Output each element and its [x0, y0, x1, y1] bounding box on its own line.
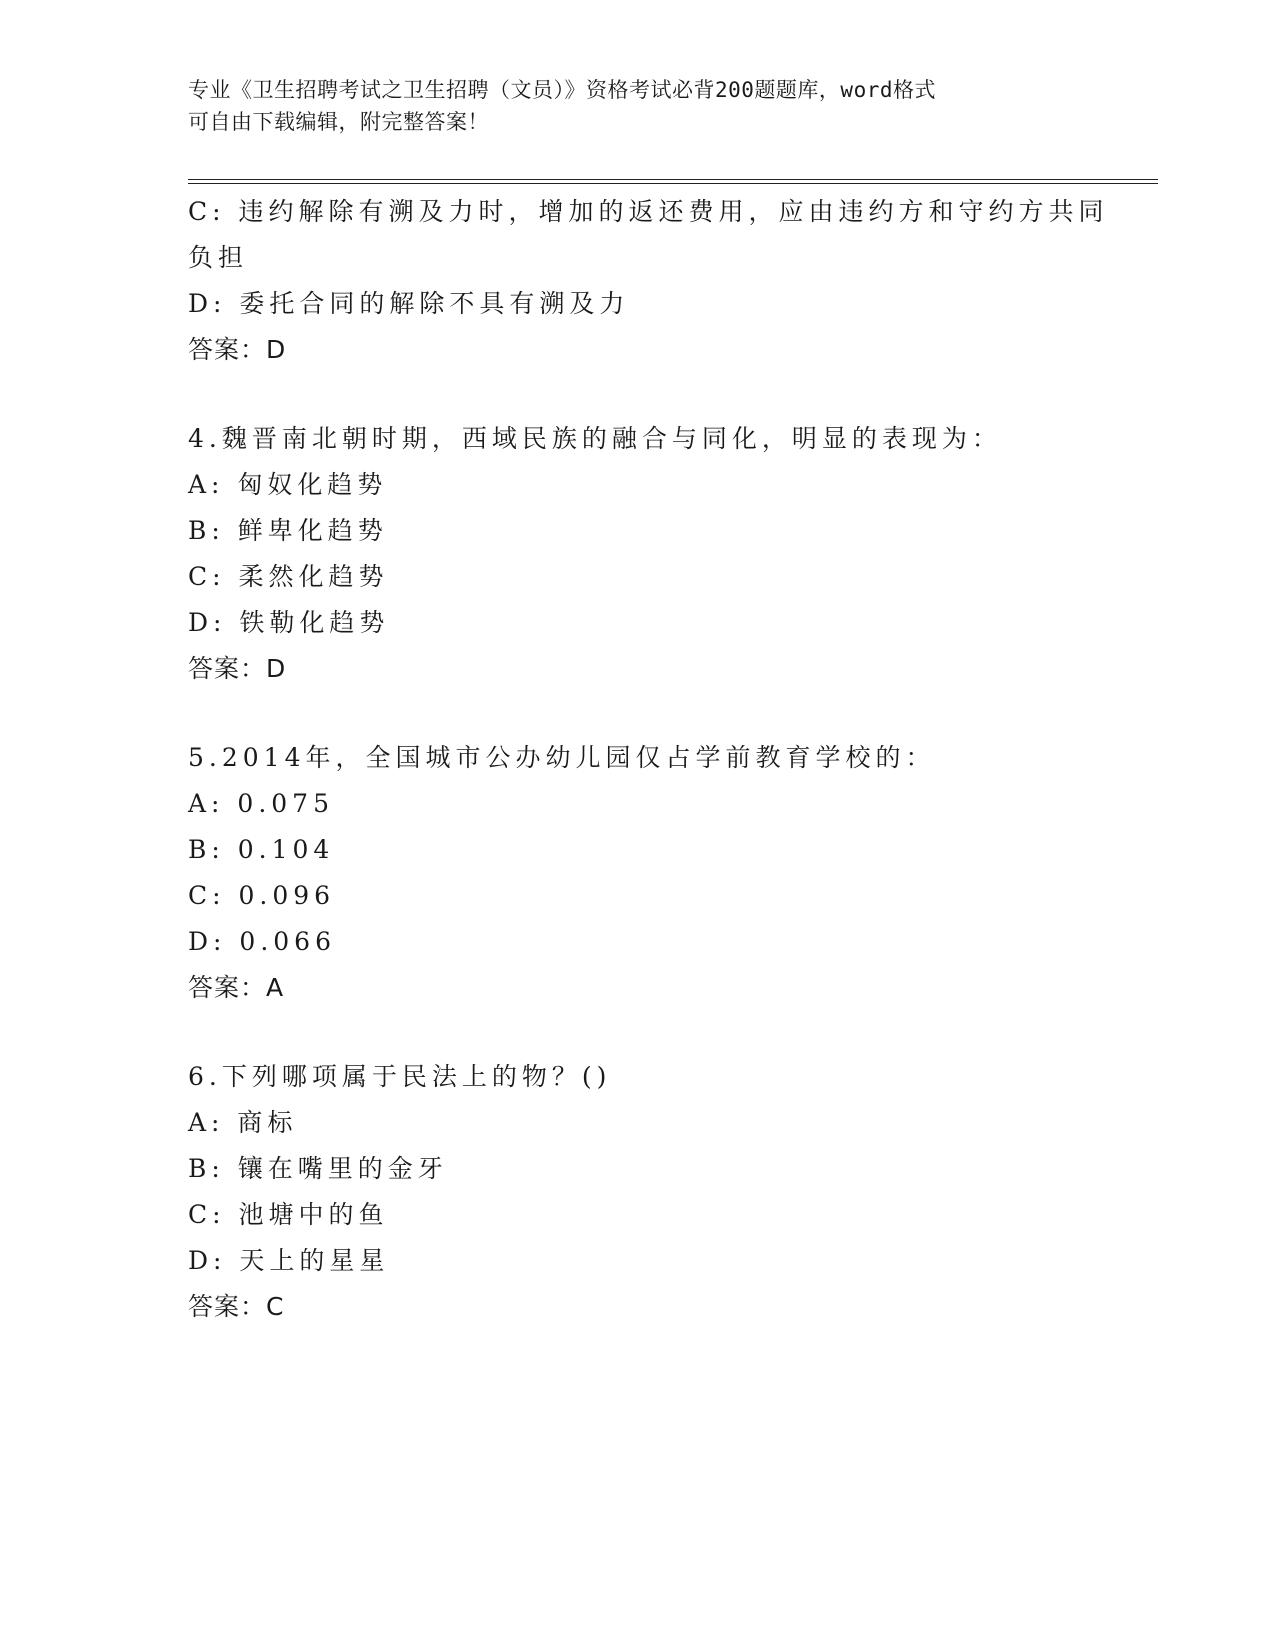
answer-line: 答案：D: [188, 335, 287, 364]
option-a: A: 商标: [188, 1108, 298, 1137]
header-subtitle-line: 可自由下载编辑，附完整答案！: [188, 110, 489, 134]
option-c-continued: 负担: [188, 243, 249, 272]
option-c: C: 柔然化趋势: [188, 562, 389, 591]
option-c: C: 违约解除有溯及力时，增加的返还费用，应由违约方和守约方共同: [188, 197, 1109, 226]
option-d: D: 委托合同的解除不具有溯及力: [188, 289, 630, 318]
question-stem: 5.2014年，全国城市公办幼儿园仅占学前教育学校的：: [188, 743, 936, 772]
option-b: B: 镶在嘴里的金牙: [188, 1154, 448, 1183]
option-d: D: 铁勒化趋势: [188, 608, 390, 637]
option-c: C: 0.096: [188, 881, 336, 910]
answer-line: 答案：D: [188, 654, 287, 683]
question-4: [188, 416, 1088, 692]
question-list: [188, 189, 1109, 1330]
question-stem: 4.魏晋南北朝时期，西域民族的融合与同化，明显的表现为：: [188, 424, 1002, 453]
question-stem: 6.下列哪项属于民法上的物？(): [188, 1062, 612, 1091]
header-divider-top: [188, 179, 1158, 180]
option-a: A: 0.075: [188, 789, 334, 818]
document-header: [188, 74, 1088, 138]
answer-line: 答案：C: [188, 1292, 285, 1321]
option-c: C: 池塘中的鱼: [188, 1200, 389, 1229]
question-3-tail: [188, 189, 1109, 373]
header-divider-bottom: [188, 183, 1158, 184]
question-6: [188, 1054, 1088, 1330]
header-title-line: 专业《卫生招聘考试之卫生招聘（文员）》资格考试必背200题题库，word格式: [188, 78, 936, 102]
answer-line: 答案：A: [188, 973, 285, 1002]
option-a: A: 匈奴化趋势: [188, 470, 388, 499]
option-b: B: 鲜卑化趋势: [188, 516, 388, 545]
option-d: D: 0.066: [188, 927, 336, 956]
question-5: [188, 735, 1088, 1011]
option-d: D: 天上的星星: [188, 1246, 390, 1275]
option-b: B: 0.104: [188, 835, 335, 864]
